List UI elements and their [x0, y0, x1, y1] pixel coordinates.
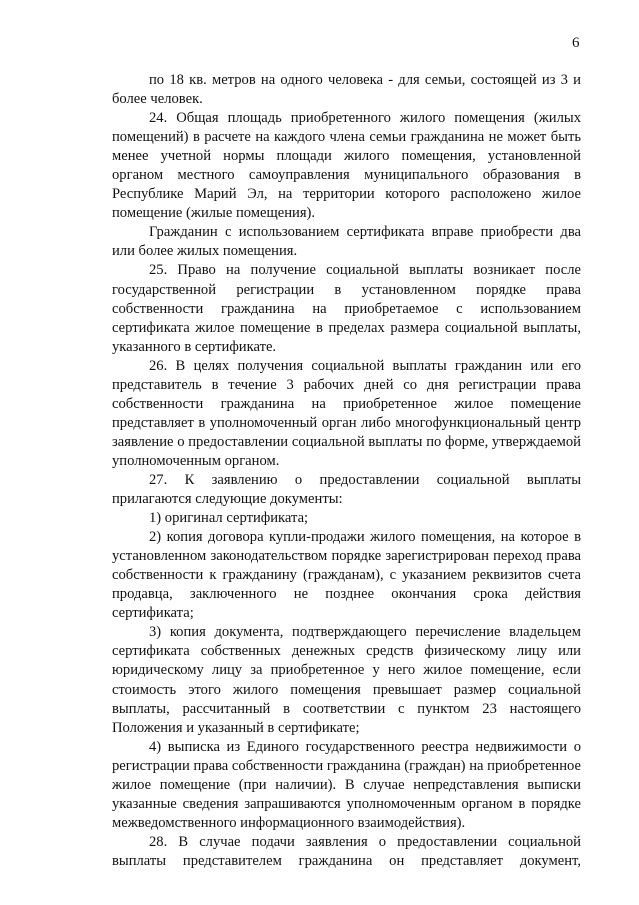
- list-item-27-1: 1) оригинал сертификата;: [149, 510, 309, 527]
- paragraph-item-24: 24. Общая площадь приобретенного жилого помещения (жилых помещений) в расчете на каждого члена семьи гражданина не может быть менее учетной нормы площади жилого помещения, установленной органом местного самоуправления муниципального образования в Республике Марий Эл, на территории которого расположено жилое помещение (жилые помещения).: [112, 110, 581, 222]
- paragraph-item-25: 25. Право на получение социальной выплаты возникает после государственной регистрации в установленном порядке права собственности гражданина на приобретаемое с использованием сертификата жилое помещение в пределах размера социальной выплаты, указанного в сертификате.: [112, 262, 581, 355]
- paragraph-item-24-multiple-dwellings: Гражданин с использованием сертификата вправе приобрести два или более жилых помещения.: [112, 224, 581, 260]
- paragraph-item-28: 28. В случае подачи заявления о предоставлении социальной выплаты представителем гражданина он представляет документ,: [112, 833, 581, 869]
- paragraph-item-26: 26. В целях получения социальной выплаты гражданин или его представитель в течение 3 рабочих дней со дня регистрации права собственности гражданина на приобретенное жилое помещение представляет в уполномоченный орган либо многофункциональный центр заявление о предоставлении социальной выплаты по форме, утверждаемой уполномоченным органом.: [112, 357, 581, 469]
- paragraph-item-27: 27. К заявлению о предоставлении социальной выплаты прилагаются следующие документы:: [112, 471, 581, 508]
- list-item-27-4: 4) выписка из Единого государственного реестра недвижимости о регистрации права собственности гражданина (граждан) на приобретенное жилое помещение (при наличии). В случае непредставления выписки указанные сведения запрашиваются уполномоченным органом в порядке межведомственного информационного взаимодействия).: [112, 738, 581, 831]
- list-item-27-3: 3) копия документа, подтверждающего перечисление владельцем сертификата собственных денежных средств физическому лицу или юридическому лицу за приобретенное у него жилое помещение, если стоимость этого жилого помещения превышает размер социальной выплаты, рассчитанный в соответствии с пунктом 23 настоящего Положения и указанный в сертификате;: [112, 624, 581, 736]
- paragraph-continuation: по 18 кв. метров на одного человека - для семьи, состоящей из 3 и более человек.: [112, 72, 581, 108]
- document-body: [112, 71, 581, 871]
- page-number: 6: [572, 35, 580, 51]
- list-item-27-2: 2) копия договора купли-продажи жилого помещения, на которое в установленном законодательством порядке зарегистрирован переход права собственности к гражданину (гражданам), с указанием реквизитов счета продавца, заключенного не позднее окончания срока действия сертификата;: [112, 529, 581, 622]
